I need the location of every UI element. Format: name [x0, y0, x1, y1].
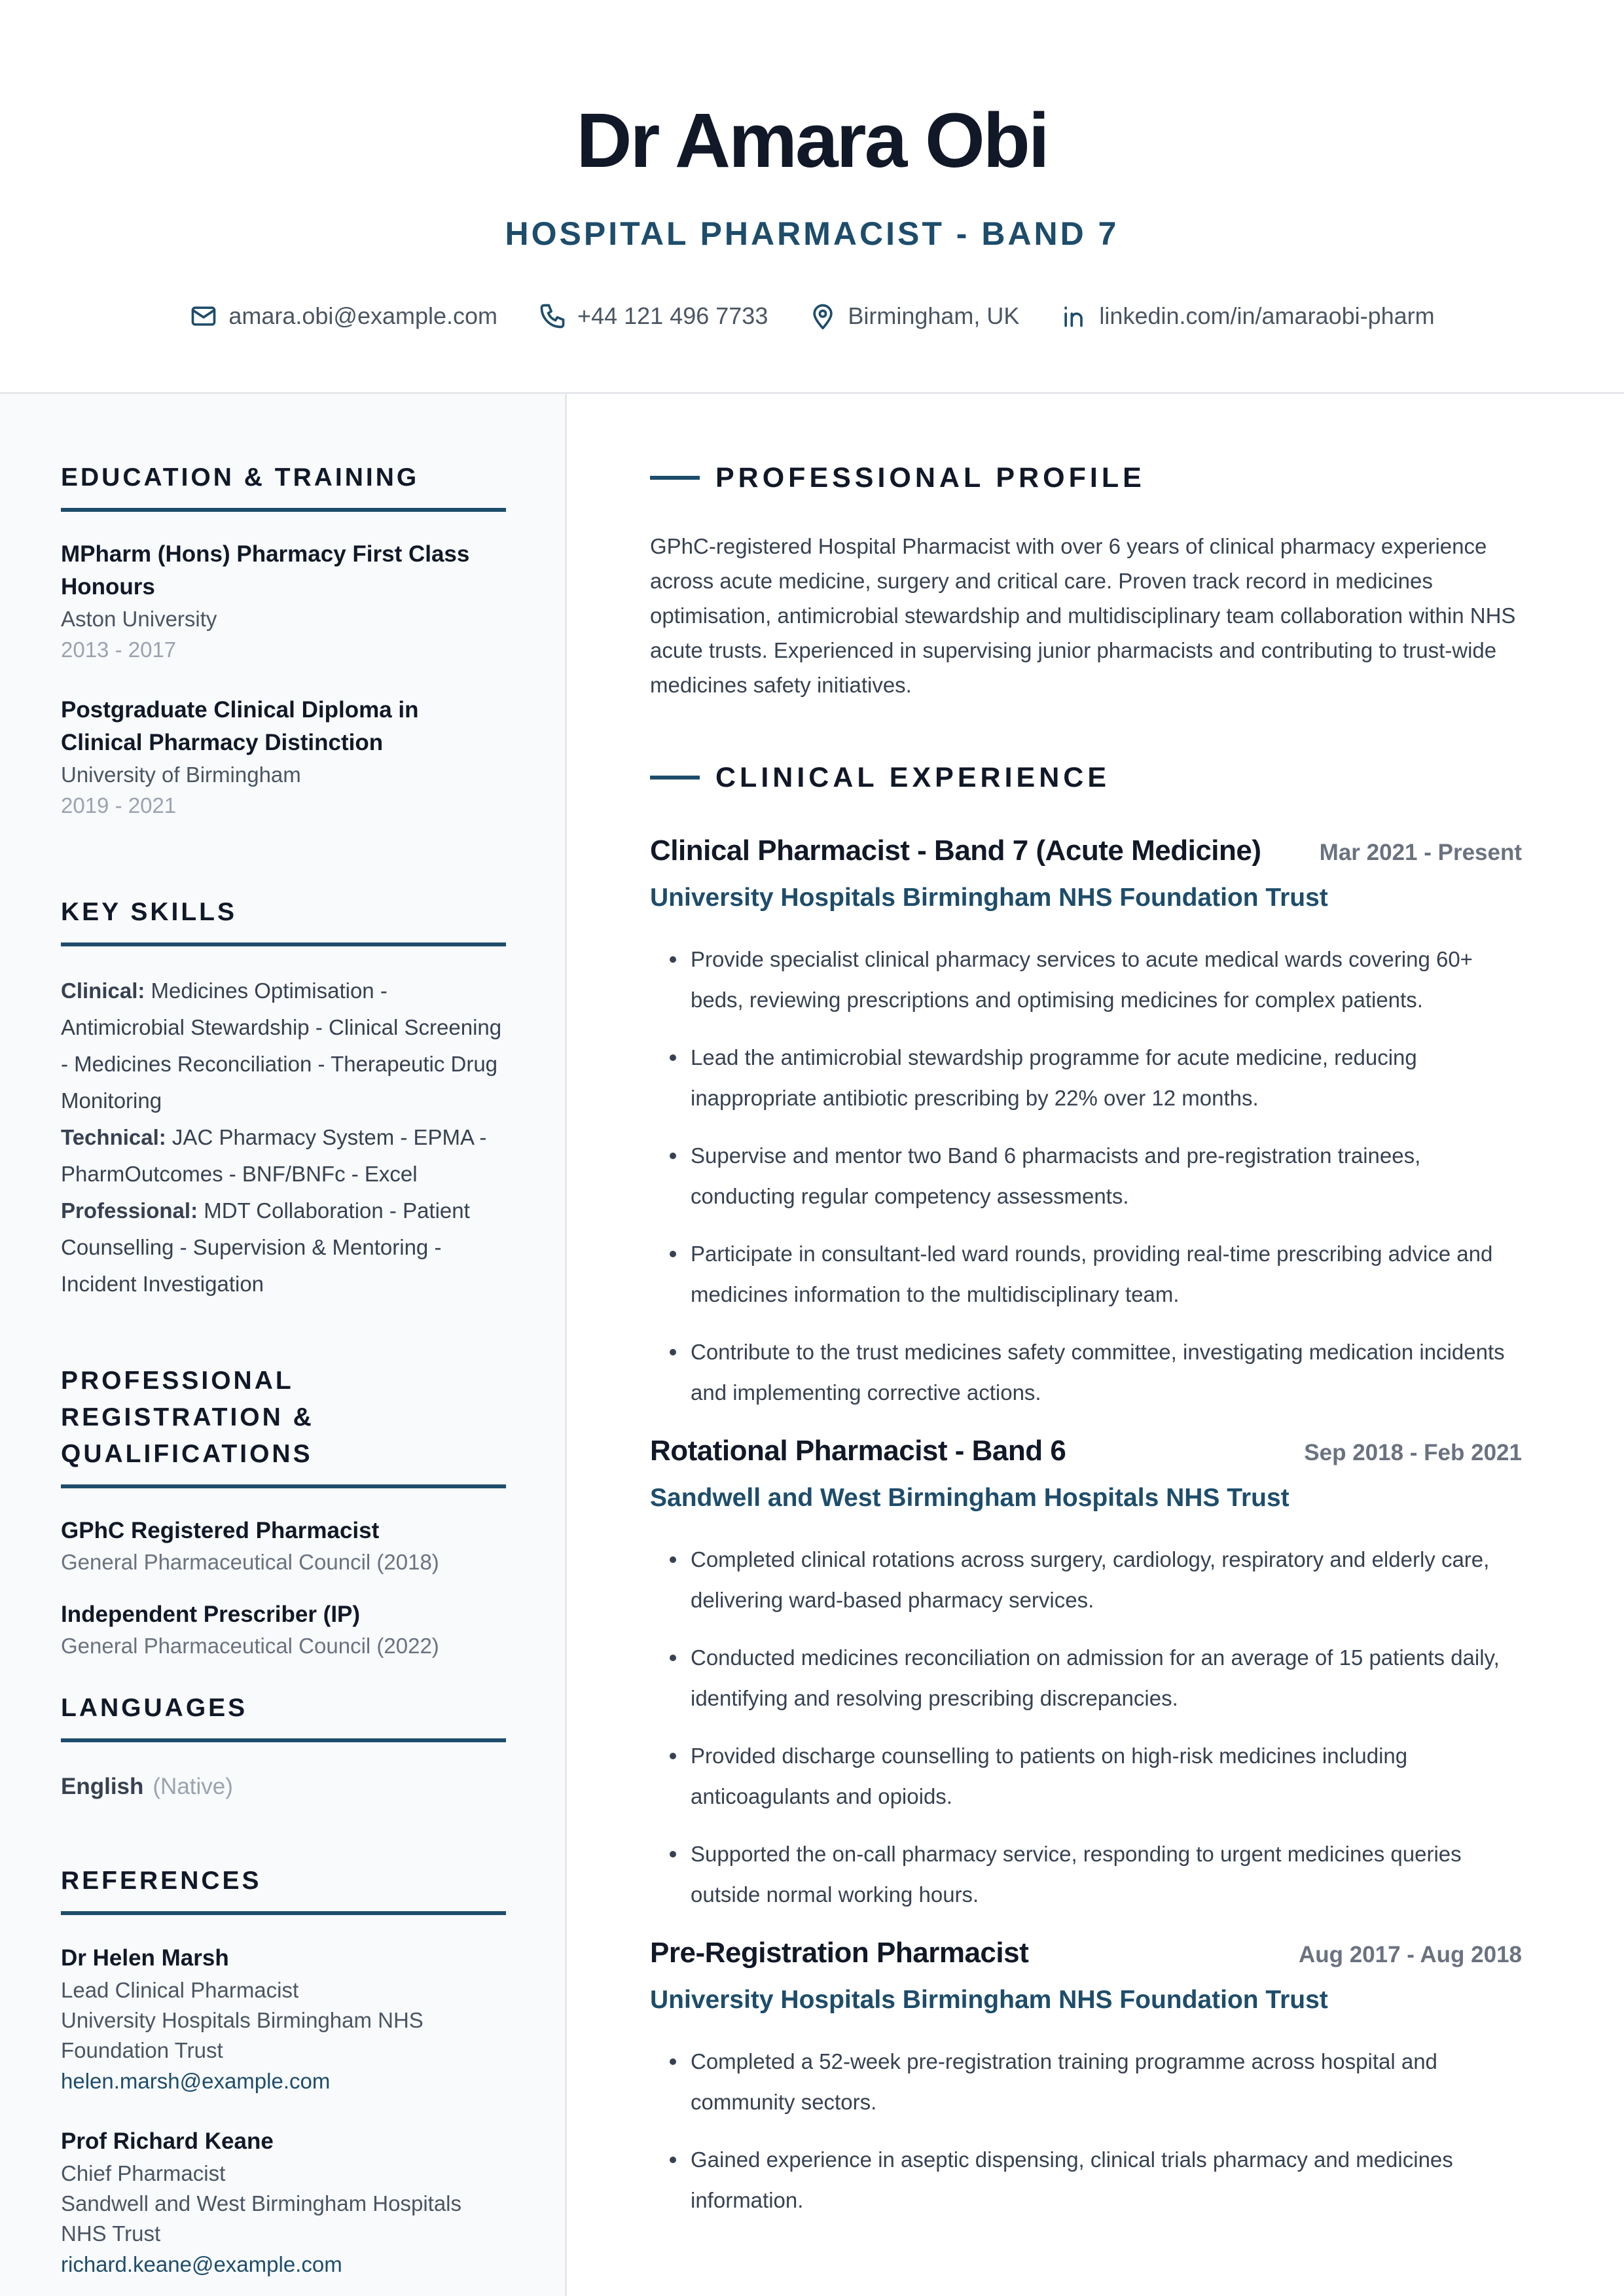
- job-entry: [650, 1430, 1522, 1915]
- registration-org: General Pharmaceutical Council (2018): [61, 1550, 439, 1574]
- skill-group-professional: [61, 1193, 506, 1302]
- resume-header: [0, 0, 1624, 394]
- references-section: [61, 1863, 506, 2296]
- job-bullet: Contribute to the trust medicines safety committee, investigating medication incidents and implementing corrective actions.: [650, 1332, 1522, 1413]
- job-title: Rotational Pharmacist - Band 6: [650, 1435, 1066, 1467]
- degree: Postgraduate Clinical Diploma in Clinical Pharmacy Distinction: [61, 697, 419, 755]
- contact-phone[interactable]: [538, 298, 768, 334]
- registration-name: GPhC Registered Pharmacist: [61, 1518, 380, 1543]
- job-bullet: Completed a 52-week pre-registration training programme across hospital and community sectors.: [650, 2041, 1522, 2123]
- profile-heading: [650, 458, 1522, 497]
- candidate-name: Dr Amara Obi: [576, 98, 1048, 184]
- reference-role: Lead Clinical Pharmacist: [61, 1978, 299, 2002]
- education-item: [61, 694, 506, 821]
- job-title: HOSPITAL PHARMACIST - BAND 7: [505, 215, 1119, 252]
- skill-group-label: Professional:: [61, 1198, 198, 1223]
- reference-item: [61, 2125, 506, 2280]
- job-bullets: [650, 2041, 1522, 2221]
- job-bullet: Provide specialist clinical pharmacy services to acute medical wards covering 60+ beds, reviewing prescriptions and optimising medicines for complex patients.: [650, 939, 1522, 1020]
- email-icon: [189, 302, 218, 331]
- registration-org: General Pharmaceutical Council (2022): [61, 1634, 439, 1658]
- job-header: [650, 1932, 1522, 1976]
- job-dates: Mar 2021 - Present: [1319, 840, 1522, 865]
- skill-group-text: MDT Collaboration - Patient Counselling - Supervision & Mentoring - Incident Investigation: [61, 1198, 470, 1296]
- job-header: [650, 830, 1522, 874]
- reference-name: Dr Helen Marsh: [61, 1945, 229, 1971]
- contact-location-text: Birmingham, UK: [848, 302, 1020, 329]
- job-organization: Sandwell and West Birmingham Hospitals NHS Trust: [650, 1484, 1290, 1512]
- language-level: (Native): [153, 1774, 233, 1799]
- registration-section: [61, 1363, 506, 1682]
- contact-email-text: amara.obi@example.com: [228, 302, 498, 329]
- reference-org: University Hospitals Birmingham NHS Foundation Trust: [61, 2008, 424, 2062]
- contact-linkedin[interactable]: [1060, 298, 1434, 334]
- reference-item: [61, 1941, 506, 2097]
- registration-name: Independent Prescriber (IP): [61, 1602, 361, 1627]
- job-header: [650, 1430, 1522, 1474]
- job-bullet: Completed clinical rotations across surgery, cardiology, respiratory and elderly care, delivering ward-based pharmacy services.: [650, 1539, 1522, 1621]
- years: 2019 - 2021: [61, 793, 177, 817]
- job-dates: Sep 2018 - Feb 2021: [1304, 1440, 1522, 1465]
- contact-bar: [0, 298, 1624, 334]
- contact-linkedin-text: linkedin.com/in/amaraobi-pharm: [1099, 302, 1435, 329]
- job-organization: University Hospitals Birmingham NHS Foundation Trust: [650, 884, 1328, 912]
- reference-email[interactable]: helen.marsh@example.com: [61, 2069, 331, 2093]
- job-bullets: [650, 1539, 1522, 1915]
- skills-heading: KEY SKILLS: [61, 894, 506, 946]
- education-section: [61, 459, 506, 850]
- job-title: Pre-Registration Pharmacist: [650, 1937, 1029, 1969]
- job-bullet: Participate in consultant-led ward rounds, providing real-time prescribing advice and medicines information to the multidisciplinary team.: [650, 1234, 1522, 1315]
- reference-email[interactable]: richard.keane@example.com: [61, 2252, 342, 2276]
- experience-section: [650, 758, 1522, 2238]
- job-bullet: Supervise and mentor two Band 6 pharmacists and pre-registration trainees, conducting regular competency assessments.: [650, 1136, 1522, 1217]
- job-entry: [650, 1932, 1522, 2221]
- skill-group-label: Clinical:: [61, 978, 145, 1003]
- registration-item: [61, 1598, 506, 1661]
- reference-role: Chief Pharmacist: [61, 2161, 226, 2185]
- languages-heading: LANGUAGES: [61, 1690, 506, 1742]
- institution: Aston University: [61, 607, 217, 631]
- registration-item: [61, 1515, 506, 1577]
- skill-group-text: Medicines Optimisation - Antimicrobial Stewardship - Clinical Screening - Medicines Reconciliation - Therapeutic Drug Monitoring: [61, 978, 502, 1113]
- registration-heading: PROFESSIONAL REGISTRATION & QUALIFICATIONS: [61, 1363, 506, 1488]
- skill-group-clinical: [61, 973, 506, 1119]
- experience-heading: [650, 758, 1522, 797]
- location-pin-icon: [808, 302, 837, 331]
- job-organization: University Hospitals Birmingham NHS Foundation Trust: [650, 1986, 1328, 2014]
- skill-group-text: JAC Pharmacy System - EPMA - PharmOutcomes - BNF/BNFc - Excel: [61, 1125, 487, 1186]
- contact-email[interactable]: [189, 298, 497, 334]
- skill-group-label: Technical:: [61, 1125, 166, 1149]
- job-bullet: Supported the on-call pharmacy service, responding to urgent medicines queries outside normal working hours.: [650, 1834, 1522, 1915]
- job-bullet: Conducted medicines reconciliation on admission for an average of 15 patients daily, identifying and resolving prescribing discrepancies.: [650, 1638, 1522, 1719]
- profile-text: GPhC-registered Hospital Pharmacist with over 6 years of clinical pharmacy experience across acute medicine, surgery and critical care. Proven track record in medicines optimisation, antimicrobial stewardship and multidisciplinary team collaboration within NHS acute trusts. Experienced in supervising junior pharmacists and contributing to trust-wide medicines safety initiatives.: [650, 534, 1516, 697]
- reference-name: Prof Richard Keane: [61, 2128, 274, 2154]
- job-title: Clinical Pharmacist - Band 7 (Acute Medicine): [650, 834, 1261, 867]
- reference-org: Sandwell and West Birmingham Hospitals NHS Trust: [61, 2191, 461, 2246]
- language-name: English: [61, 1774, 144, 1799]
- job-bullets: [650, 939, 1522, 1413]
- job-bullet: Lead the antimicrobial stewardship programme for acute medicine, reducing inappropriate antibiotic prescribing by 22% over 12 months.: [650, 1037, 1522, 1119]
- languages-section: [61, 1690, 506, 1805]
- institution: University of Birmingham: [61, 762, 301, 787]
- job-bullet: Provided discharge counselling to patients on high-risk medicines including anticoagulants and opioids.: [650, 1736, 1522, 1817]
- job-bullet: Gained experience in aseptic dispensing, clinical trials pharmacy and medicines information.: [650, 2140, 1522, 2221]
- years: 2013 - 2017: [61, 637, 177, 662]
- profile-section: [650, 458, 1522, 702]
- education-heading: EDUCATION & TRAINING: [61, 459, 506, 512]
- heading-accent-bar: [650, 476, 700, 480]
- experience-heading-text: CLINICAL EXPERIENCE: [715, 762, 1110, 793]
- job-entry: [650, 830, 1522, 1413]
- skill-group-technical: [61, 1119, 506, 1193]
- contact-location: [808, 298, 1019, 334]
- skills-section: [61, 894, 506, 1302]
- linkedin-icon: [1060, 302, 1089, 331]
- language-item: [61, 1768, 506, 1805]
- profile-heading-text: PROFESSIONAL PROFILE: [715, 462, 1146, 493]
- heading-accent-bar: [650, 776, 700, 780]
- phone-icon: [538, 302, 567, 331]
- contact-phone-text: +44 121 496 7733: [577, 302, 768, 329]
- skills-list: [61, 973, 506, 1302]
- sidebar: [0, 394, 567, 2296]
- education-item: [61, 538, 506, 665]
- degree: MPharm (Hons) Pharmacy First Class Honours: [61, 541, 470, 600]
- job-dates: Aug 2017 - Aug 2018: [1298, 1942, 1522, 1967]
- references-heading: REFERENCES: [61, 1863, 506, 1915]
